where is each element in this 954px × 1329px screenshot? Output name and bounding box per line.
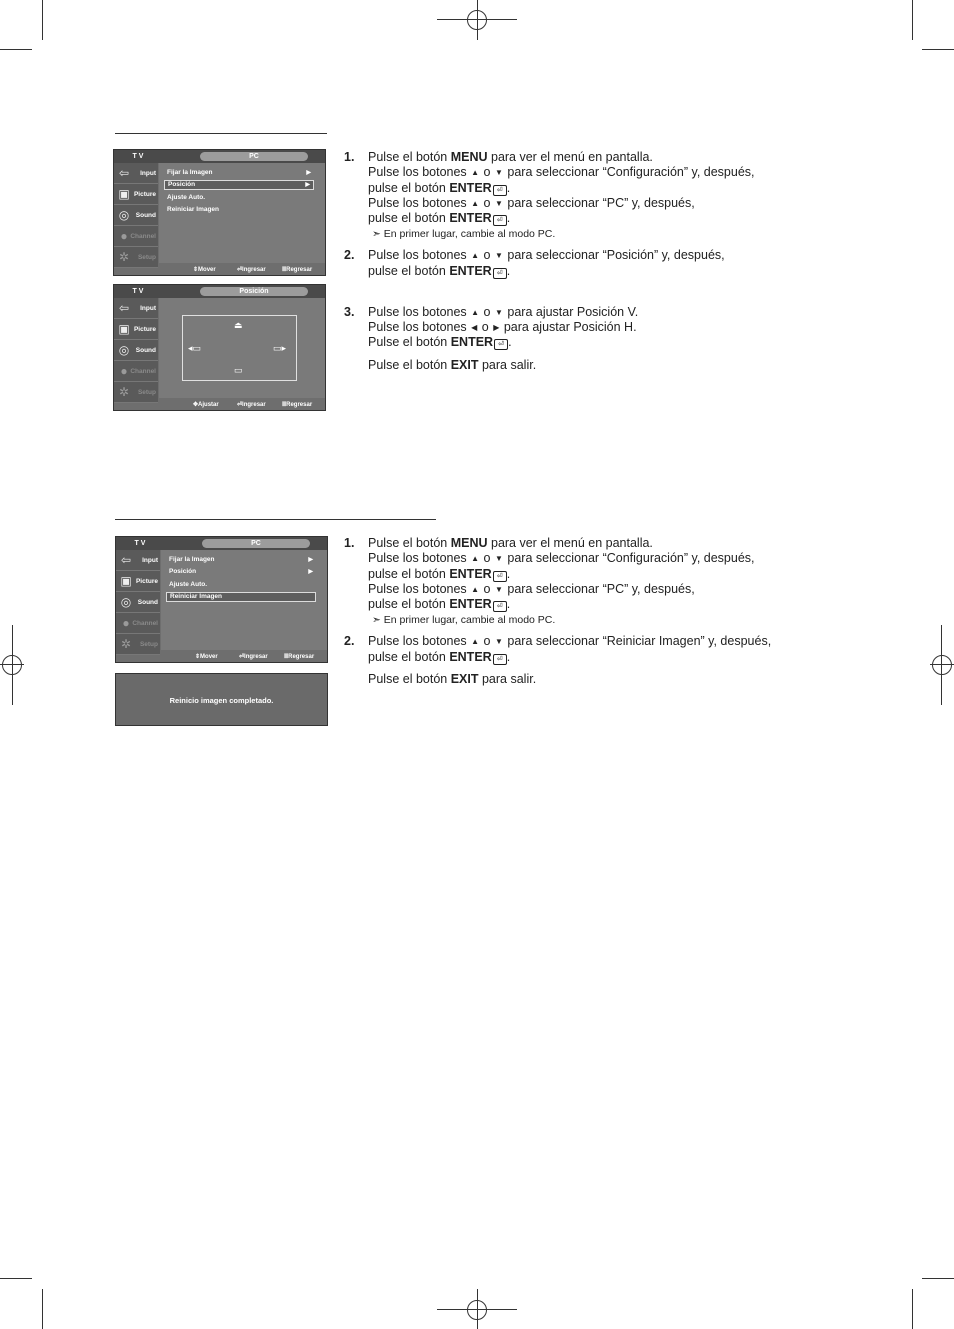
input-icon: ⇦ [118,301,130,315]
sidebar-item-channel[interactable]: ● Channel [114,361,158,382]
footer-enter: ⏎Ingresar [237,267,266,273]
footer-return: ⅢRegresar [282,402,313,408]
instruction-line: Pulse el botón MENU para ver el menú en pantalla. [368,150,653,164]
footer-return: ⅢRegresar [284,654,315,660]
arrow-down-icon: ▼ [494,168,503,177]
arrow-right-icon: ▶ [493,323,500,332]
channel-icon: ● [120,229,128,243]
menu-item-fijar-imagen[interactable]: Fijar la Imagen ▶ [169,556,313,563]
instruction-line: Pulse los botones ▲ o ▼ para seleccionar “PC” y, después, [368,582,695,596]
sidebar-item-sound[interactable]: ◎ Sound [114,340,158,361]
step-number: 2. [344,248,355,262]
section-rule-1 [115,133,327,134]
arrow-down-icon: ▼ [494,637,503,646]
sidebar-item-picture[interactable]: ▣ Picture [114,319,158,340]
arrow-right-icon: ▶ [308,557,313,563]
osd-tv-label: T V [132,153,144,160]
footer-adjust: ✥Ajustar [193,402,219,408]
sound-icon: ◎ [118,208,130,222]
channel-icon: ● [122,616,130,630]
arrow-up-icon: ▲ [471,637,480,646]
picture-icon: ▣ [118,322,130,336]
channel-icon: ● [120,364,128,378]
sidebar-item-picture[interactable]: ▣ Picture [114,184,158,205]
step-number: 3. [344,305,355,319]
menu-item-ajuste-auto[interactable]: Ajuste Auto. [167,194,206,201]
arrow-up-icon: ▲ [471,585,480,594]
arrow-down-icon: ▼ [494,585,503,594]
osd-footer [159,264,325,275]
instruction-line: Pulse el botón EXIT para salir. [368,358,537,372]
osd-tv-label: T V [132,288,144,295]
enter-icon: ⏎ [493,571,507,582]
footer-enter: ⏎Ingresar [237,402,266,408]
enter-icon: ⏎ [493,215,507,226]
instruction-line: pulse el botón ENTER ⏎ . [368,650,511,664]
step-number: 1. [344,150,355,164]
instruction-line: Pulse el botón ENTER ⏎ . [368,335,512,349]
position-left-icon[interactable]: ◂▭ [188,343,202,353]
instruction-line: Pulse los botones ▲ o ▼ para seleccionar “Posición” y, después, [368,248,725,262]
step-number: 2. [344,634,355,648]
osd-title: PC [200,152,308,161]
osd-tv-label: T V [134,540,146,547]
instruction-line: Pulse los botones ◀ o ▶ para ajustar Posición H. [368,320,637,334]
instruction-line: pulse el botón ENTER ⏎ . [368,211,511,225]
sidebar-item-setup[interactable]: ✲ Setup [116,634,160,655]
sidebar-item-sound[interactable]: ◎ Sound [116,592,160,613]
setup-icon: ✲ [118,250,130,264]
arrow-right-icon: ▶ [305,182,310,188]
arrow-up-icon: ▲ [471,199,480,208]
osd-menu-panel [159,163,325,263]
osd-sidebar [114,298,158,403]
footer-move: ⇕Mover [195,654,218,660]
menu-item-posicion[interactable]: Posición ▶ [169,568,313,575]
osd-pc-menu-position [113,149,326,276]
menu-item-ajuste-auto[interactable]: Ajuste Auto. [169,581,208,588]
instruction-line: Pulse los botones ▲ o ▼ para seleccionar “Reiniciar Imagen” y, después, [368,634,772,648]
instruction-line: Pulse los botones ▲ o ▼ para seleccionar “Configuración” y, después, [368,551,755,565]
sidebar-item-channel[interactable]: ● Channel [114,226,158,247]
menu-item-fijar-imagen[interactable]: Fijar la Imagen ▶ [167,169,311,176]
osd-pc-menu-reset [115,536,328,663]
arrow-up-icon: ▲ [471,251,480,260]
picture-icon: ▣ [118,187,130,201]
sidebar-item-input[interactable]: ⇦ Input [114,298,158,319]
position-down-icon[interactable]: ▭ [234,365,243,375]
section-rule-2 [115,519,436,520]
footer-return: ⅢRegresar [282,267,313,273]
position-right-icon[interactable]: ▭▸ [273,343,287,353]
input-icon: ⇦ [118,166,130,180]
arrow-up-icon: ▲ [471,168,480,177]
osd-title: Posición [200,287,308,296]
sidebar-item-input[interactable]: ⇦ Input [114,163,158,184]
menu-item-reiniciar-imagen[interactable]: Reiniciar Imagen [167,206,220,213]
instruction-line: Pulse los botones ▲ o ▼ para seleccionar “PC” y, después, [368,196,695,210]
instruction-line: Pulse el botón MENU para ver el menú en pantalla. [368,536,653,550]
instruction-line: pulse el botón ENTER ⏎ . [368,567,511,581]
instruction-line: Pulse el botón EXIT para salir. [368,672,537,686]
note-line: ➣ En primer lugar, cambie al modo PC. [372,614,556,626]
arrow-up-icon: ▲ [471,308,480,317]
enter-icon: ⏎ [494,339,508,350]
arrow-down-icon: ▼ [494,199,503,208]
sound-icon: ◎ [120,595,132,609]
sidebar-item-input[interactable]: ⇦ Input [116,550,160,571]
position-frame [182,315,297,381]
menu-item-reiniciar-imagen[interactable]: Reiniciar Imagen [166,592,316,602]
input-icon: ⇦ [120,553,132,567]
footer-enter: ⏎Ingresar [239,654,268,660]
arrow-down-icon: ▼ [494,554,503,563]
sidebar-item-channel[interactable]: ● Channel [116,613,160,634]
sidebar-item-setup[interactable]: ✲ Setup [114,382,158,403]
osd-footer [159,399,325,410]
osd-menu-panel [161,550,327,650]
sidebar-item-picture[interactable]: ▣ Picture [116,571,160,592]
arrow-up-icon: ▲ [471,554,480,563]
step-number: 1. [344,536,355,550]
arrow-down-icon: ▼ [494,251,503,260]
instruction-line: pulse el botón ENTER ⏎ . [368,597,511,611]
sound-icon: ◎ [118,343,130,357]
menu-item-posicion[interactable]: Posición ▶ [164,180,314,190]
enter-icon: ⏎ [493,185,507,196]
osd-sidebar [114,163,158,268]
arrow-down-icon: ▼ [494,308,503,317]
position-up-icon[interactable]: ⏏ [234,320,243,330]
osd-sidebar [116,550,160,655]
setup-icon: ✲ [118,385,130,399]
osd-footer [161,651,327,662]
footer-move: ⇕Mover [193,267,216,273]
instruction-line: Pulse los botones ▲ o ▼ para seleccionar “Configuración” y, después, [368,165,755,179]
sidebar-item-sound[interactable]: ◎ Sound [114,205,158,226]
enter-icon: ⏎ [493,654,507,665]
enter-icon: ⏎ [493,601,507,612]
arrow-right-icon: ▶ [308,569,313,575]
osd-position-adjust [113,284,326,411]
instruction-line: pulse el botón ENTER ⏎ . [368,181,511,195]
arrow-right-icon: ▶ [306,170,311,176]
sidebar-item-setup[interactable]: ✲ Setup [114,247,158,268]
picture-icon: ▣ [120,574,132,588]
enter-icon: ⏎ [493,268,507,279]
setup-icon: ✲ [120,637,132,651]
note-line: ➣ En primer lugar, cambie al modo PC. [372,228,556,240]
instruction-line: pulse el botón ENTER ⏎ . [368,264,511,278]
reset-complete-message: Reinicio imagen completado. [115,673,328,726]
instruction-line: Pulse los botones ▲ o ▼ para ajustar Posición V. [368,305,639,319]
osd-title: PC [202,539,310,548]
arrow-left-icon: ◀ [471,323,478,332]
